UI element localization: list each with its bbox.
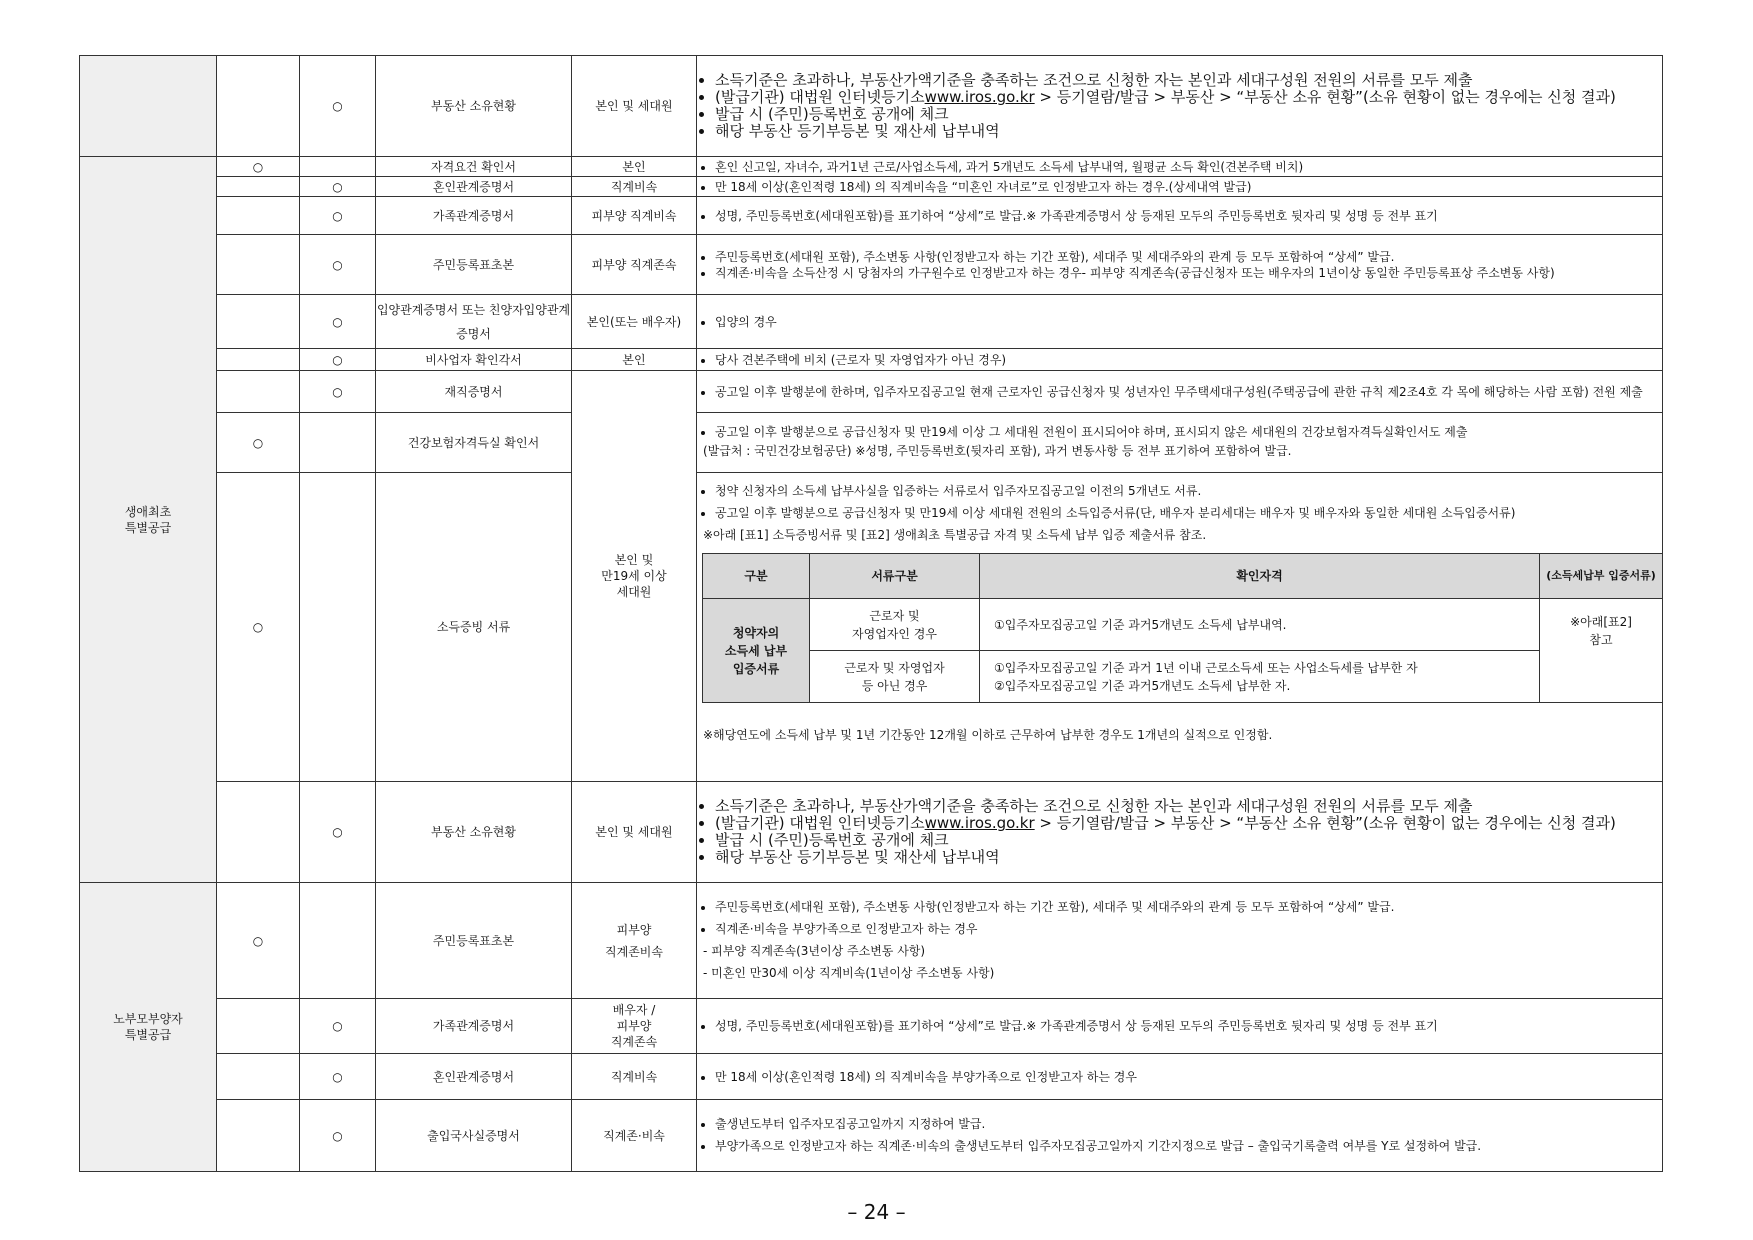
detail-cell: • 혼인 신고일, 자녀수, 과거1년 근로/사업소득세, 과거 5개년도 소득세 납부내역, 월평균 소득 확인(견본주택 비치): [697, 157, 1663, 177]
inner-check-cell: ①입주자모집공고일 기준 과거 1년 이내 근로소득세 또는 사업소득세를 납부한 자 ②입주자모집공고일 기준 과거5개년도 소득세 납부한 자.: [980, 651, 1540, 703]
table-row: [80, 473, 1663, 782]
target-cell-shared: 본인 및 만19세 이상 세대원: [572, 371, 697, 782]
mark-cell: [217, 1054, 300, 1100]
note-text: (발급처 : 국민건강보험공단) ※성명, 주민등록번호(뒷자리 포함), 과거 변동사항 등 전부 표기하여 포함하여 발급.: [703, 443, 1292, 458]
list-item: • 해당 부동산 등기부등본 및 재산세 납부내역: [715, 123, 1662, 140]
mark-cell: [217, 295, 300, 349]
mark-cell: ○: [300, 349, 376, 371]
target-cell: 본인(또는 배우자): [572, 295, 697, 349]
table-row: [80, 157, 1663, 177]
mark-cell: ○: [300, 782, 376, 883]
detail-cell: • 입양의 경우: [697, 295, 1663, 349]
category-cell: 생애최초 특별공급: [80, 157, 217, 883]
table-row: [80, 371, 1663, 413]
document-name: 혼인관계증명서: [376, 177, 572, 197]
mark-cell: ○: [300, 295, 376, 349]
detail-cell: • 청약 신청자의 소득세 납부사실을 입증하는 서류로서 입주자모집공고일 이전의 5개년도 서류. • 공고일 이후 발행분으로 공급신청자 및 만19세 이상 세대원 전원의 소득입증서류(단, 배우자 분리세대는 배우자 및 배우자와 동일한 세대원 소득입증서류) ※아래 [표1] 소득증빙서류 및 [표2] 생애최초 특별공급 자격 및 소득세 납부 입증 제출서류 참조. 구분 서류구분 확인자격 (소득세납부 입증서류) 청약자의 소득세 납부 입증서류 근로자 및 자영업자인 경우 ①입주자모집공고일 기준 과거5개년도 소득세 납부내역. ※아래[표2] 참고 근로자 및 자영업자 등 아닌 경우 ①입주자모집공고일 기준 과거 1년 이내 근로소득세 또는 사업소득세를 납부한 자 ②입주자모집공고일 기준 과거5개년도 소득세 납부한 자. ※해당연도에 소득세 납부 및 1년 기간동안 12개월 이하로 근무하여 납부한 경우도 1개년의 실적으로 인정함.: [697, 473, 1663, 782]
target-cell: 배우자 / 피부양 직계존속: [572, 999, 697, 1054]
table-row: [80, 413, 1663, 473]
mark-cell: [217, 371, 300, 413]
table-row: [80, 177, 1663, 197]
detail-cell: • 주민등록번호(세대원 포함), 주소변동 사항(인정받고자 하는 기간 포함), 세대주 및 세대주와의 관계 등 모두 포함하여 “상세” 발급. • 직계존·비속을 소득산정 시 당첨자의 가구원수로 인정받고자 하는 경우- 피부양 직계존속(공급신청자 또는 배우자의 1년이상 동일한 주민등록표상 주소변동 사항): [697, 235, 1663, 295]
target-cell: 피부양 직계존비속: [572, 883, 697, 999]
mark-cell: [217, 349, 300, 371]
inner-header: (소득세납부 입증서류): [1540, 554, 1663, 599]
document-name: 소득증빙 서류: [376, 473, 572, 782]
mark-cell: ○: [300, 235, 376, 295]
detail-cell: • 만 18세 이상(혼인적령 18세) 의 직계비속을 “미혼인 자녀로”로 인정받고자 하는 경우.(상세내역 발급): [697, 177, 1663, 197]
inner-header: 서류구분: [810, 554, 980, 599]
table-row: [80, 883, 1663, 999]
mark-cell: [300, 157, 376, 177]
table-row: [80, 56, 1663, 157]
mark-cell: [217, 177, 300, 197]
table-row: [80, 1054, 1663, 1100]
table-row: [80, 197, 1663, 235]
document-name: 자격요건 확인서: [376, 157, 572, 177]
target-cell: 피부양 직계존속: [572, 235, 697, 295]
mark-cell: ○: [300, 371, 376, 413]
list-item: • 해당 부동산 등기부등본 및 재산세 납부내역: [715, 849, 1662, 866]
list-item: • 발급 시 (주민)등록번호 공개에 체크: [715, 106, 1662, 123]
document-name: 부동산 소유현황: [376, 56, 572, 157]
inner-type-cell: 근로자 및 자영업자 등 아닌 경우: [810, 651, 980, 703]
iros-link[interactable]: www.iros.go.kr: [924, 88, 1035, 106]
detail-cell: • 만 18세 이상(혼인적령 18세) 의 직계비속을 부양가족으로 인정받고자 하는 경우: [697, 1054, 1663, 1100]
detail-cell: [697, 56, 1663, 157]
mark-cell: [217, 197, 300, 235]
detail-cell: • 출생년도부터 입주자모집공고일까지 지정하여 발급. • 부양가족으로 인정받고자 하는 직계존·비속의 출생년도부터 입주자모집공고일까지 기간지정으로 발급 – 출입국기록출력 여부를 Y로 설정하여 발급.: [697, 1100, 1663, 1172]
income-proof-table: [702, 553, 1663, 703]
document-name: 주민등록표초본: [376, 883, 572, 999]
detail-cell: • 성명, 주민등록번호(세대원포함)를 표기하여 “상세”로 발급.※ 가족관계증명서 상 등재된 모두의 주민등록번호 뒷자리 및 성명 등 전부 표기: [697, 197, 1663, 235]
document-name: 입양관계증명서 또는 친양자입양관계증명서: [376, 295, 572, 349]
document-name: 가족관계증명서: [376, 197, 572, 235]
list-item: • (발급기관) 대법원 인터넷등기소www.iros.go.kr > 등기열람/발급 > 부동산 > “부동산 소유 현황”(소유 현황이 없는 경우에는 신청 결과): [715, 89, 1662, 106]
target-cell: 본인 및 세대원: [572, 56, 697, 157]
inner-check-cell: ①입주자모집공고일 기준 과거5개년도 소득세 납부내역.: [980, 599, 1540, 651]
category-cell: 노부모부양자 특별공급: [80, 883, 217, 1172]
inner-header: 확인자격: [980, 554, 1540, 599]
inner-ref-cell: ※아래[표2] 참고: [1540, 599, 1663, 703]
category-cell-empty: [80, 56, 217, 157]
detail-cell: [697, 782, 1663, 883]
target-cell: 직계비속: [572, 177, 697, 197]
document-name: 출입국사실증명서: [376, 1100, 572, 1172]
target-cell: 본인: [572, 157, 697, 177]
document-name: 가족관계증명서: [376, 999, 572, 1054]
document-name: 주민등록표초본: [376, 235, 572, 295]
table-row: [80, 235, 1663, 295]
list-item: • 소득기준은 초과하나, 부동산가액기준을 충족하는 조건으로 신청한 자는 본인과 세대구성원 전원의 서류를 모두 제출: [715, 72, 1662, 89]
document-table: [79, 55, 1663, 1172]
detail-cell: • 주민등록번호(세대원 포함), 주소변동 사항(인정받고자 하는 기간 포함), 세대주 및 세대주와의 관계 등 모두 포함하여 “상세” 발급. • 직계존·비속을 부양가족으로 인정받고자 하는 경우 - 피부양 직계존속(3년이상 주소변동 사항) - 미혼인 만30세 이상 직계비속(1년이상 주소변동 사항): [697, 883, 1663, 999]
mark-cell: ○: [300, 197, 376, 235]
mark-cell: ○: [300, 1100, 376, 1172]
target-cell: 직계존·비속: [572, 1100, 697, 1172]
table-row: [80, 782, 1663, 883]
mark-cell: ○: [217, 413, 300, 473]
page-number: – 24 –: [847, 1200, 906, 1224]
mark-cell: ○: [217, 883, 300, 999]
inner-group-cell: 청약자의 소득세 납부 입증서류: [703, 599, 810, 703]
target-cell: 본인: [572, 349, 697, 371]
mark-cell: ○: [217, 157, 300, 177]
mark-cell: [217, 235, 300, 295]
target-cell: 피부양 직계비속: [572, 197, 697, 235]
note-text: ※아래 [표1] 소득증빙서류 및 [표2] 생애최초 특별공급 자격 및 소득세 납부 입증 제출서류 참조.: [703, 528, 1207, 542]
document-name: 건강보험자격득실 확인서: [376, 413, 572, 473]
detail-cell: • 당사 견본주택에 비치 (근로자 및 자영업자가 아닌 경우): [697, 349, 1663, 371]
detail-cell: • 공고일 이후 발행분에 한하며, 입주자모집공고일 현재 근로자인 공급신청자 및 성년자인 무주택세대구성원(주택공급에 관한 규칙 제2조4호 각 목에 해당하는 사람 포함) 전원 제출: [697, 371, 1663, 413]
list-item: • 소득기준은 초과하나, 부동산가액기준을 충족하는 조건으로 신청한 자는 본인과 세대구성원 전원의 서류를 모두 제출: [715, 798, 1662, 815]
inner-header: 구분: [703, 554, 810, 599]
table-row: [80, 295, 1663, 349]
table-row: [80, 1100, 1663, 1172]
document-name: 재직증명서: [376, 371, 572, 413]
table-row: [80, 999, 1663, 1054]
target-cell: 본인 및 세대원: [572, 782, 697, 883]
mark-cell: [217, 782, 300, 883]
mark-cell: [300, 883, 376, 999]
footnote-text: ※해당연도에 소득세 납부 및 1년 기간동안 12개월 이하로 근무하여 납부한 경우도 1개년의 실적으로 인정함.: [703, 728, 1273, 742]
mark-cell: ○: [300, 56, 376, 157]
table-row: [80, 349, 1663, 371]
document-name: 혼인관계증명서: [376, 1054, 572, 1100]
detail-cell: • 성명, 주민등록번호(세대원포함)를 표기하여 “상세”로 발급.※ 가족관계증명서 상 등재된 모두의 주민등록번호 뒷자리 및 성명 등 전부 표기: [697, 999, 1663, 1054]
detail-cell: • 공고일 이후 발행분으로 공급신청자 및 만19세 이상 그 세대원 전원이 표시되어야 하며, 표시되지 않은 세대원의 건강보험자격득실확인서도 제출 (발급처 : 국민건강보험공단) ※성명, 주민등록번호(뒷자리 포함), 과거 변동사항 등 전부 표기하여 포함하여 발급.: [697, 413, 1663, 473]
iros-link[interactable]: www.iros.go.kr: [924, 814, 1035, 832]
mark-cell: [217, 1100, 300, 1172]
mark-cell: [217, 56, 300, 157]
mark-cell: ○: [300, 177, 376, 197]
target-cell: 직계비속: [572, 1054, 697, 1100]
document-name: 부동산 소유현황: [376, 782, 572, 883]
mark-cell: ○: [300, 999, 376, 1054]
mark-cell: [300, 413, 376, 473]
list-item: • (발급기관) 대법원 인터넷등기소www.iros.go.kr > 등기열람/발급 > 부동산 > “부동산 소유 현황”(소유 현황이 없는 경우에는 신청 결과): [715, 815, 1662, 832]
mark-cell: [217, 999, 300, 1054]
list-item: • 발급 시 (주민)등록번호 공개에 체크: [715, 832, 1662, 849]
mark-cell: ○: [300, 1054, 376, 1100]
mark-cell: [300, 473, 376, 782]
inner-type-cell: 근로자 및 자영업자인 경우: [810, 599, 980, 651]
document-name: 비사업자 확인각서: [376, 349, 572, 371]
mark-cell: ○: [217, 473, 300, 782]
